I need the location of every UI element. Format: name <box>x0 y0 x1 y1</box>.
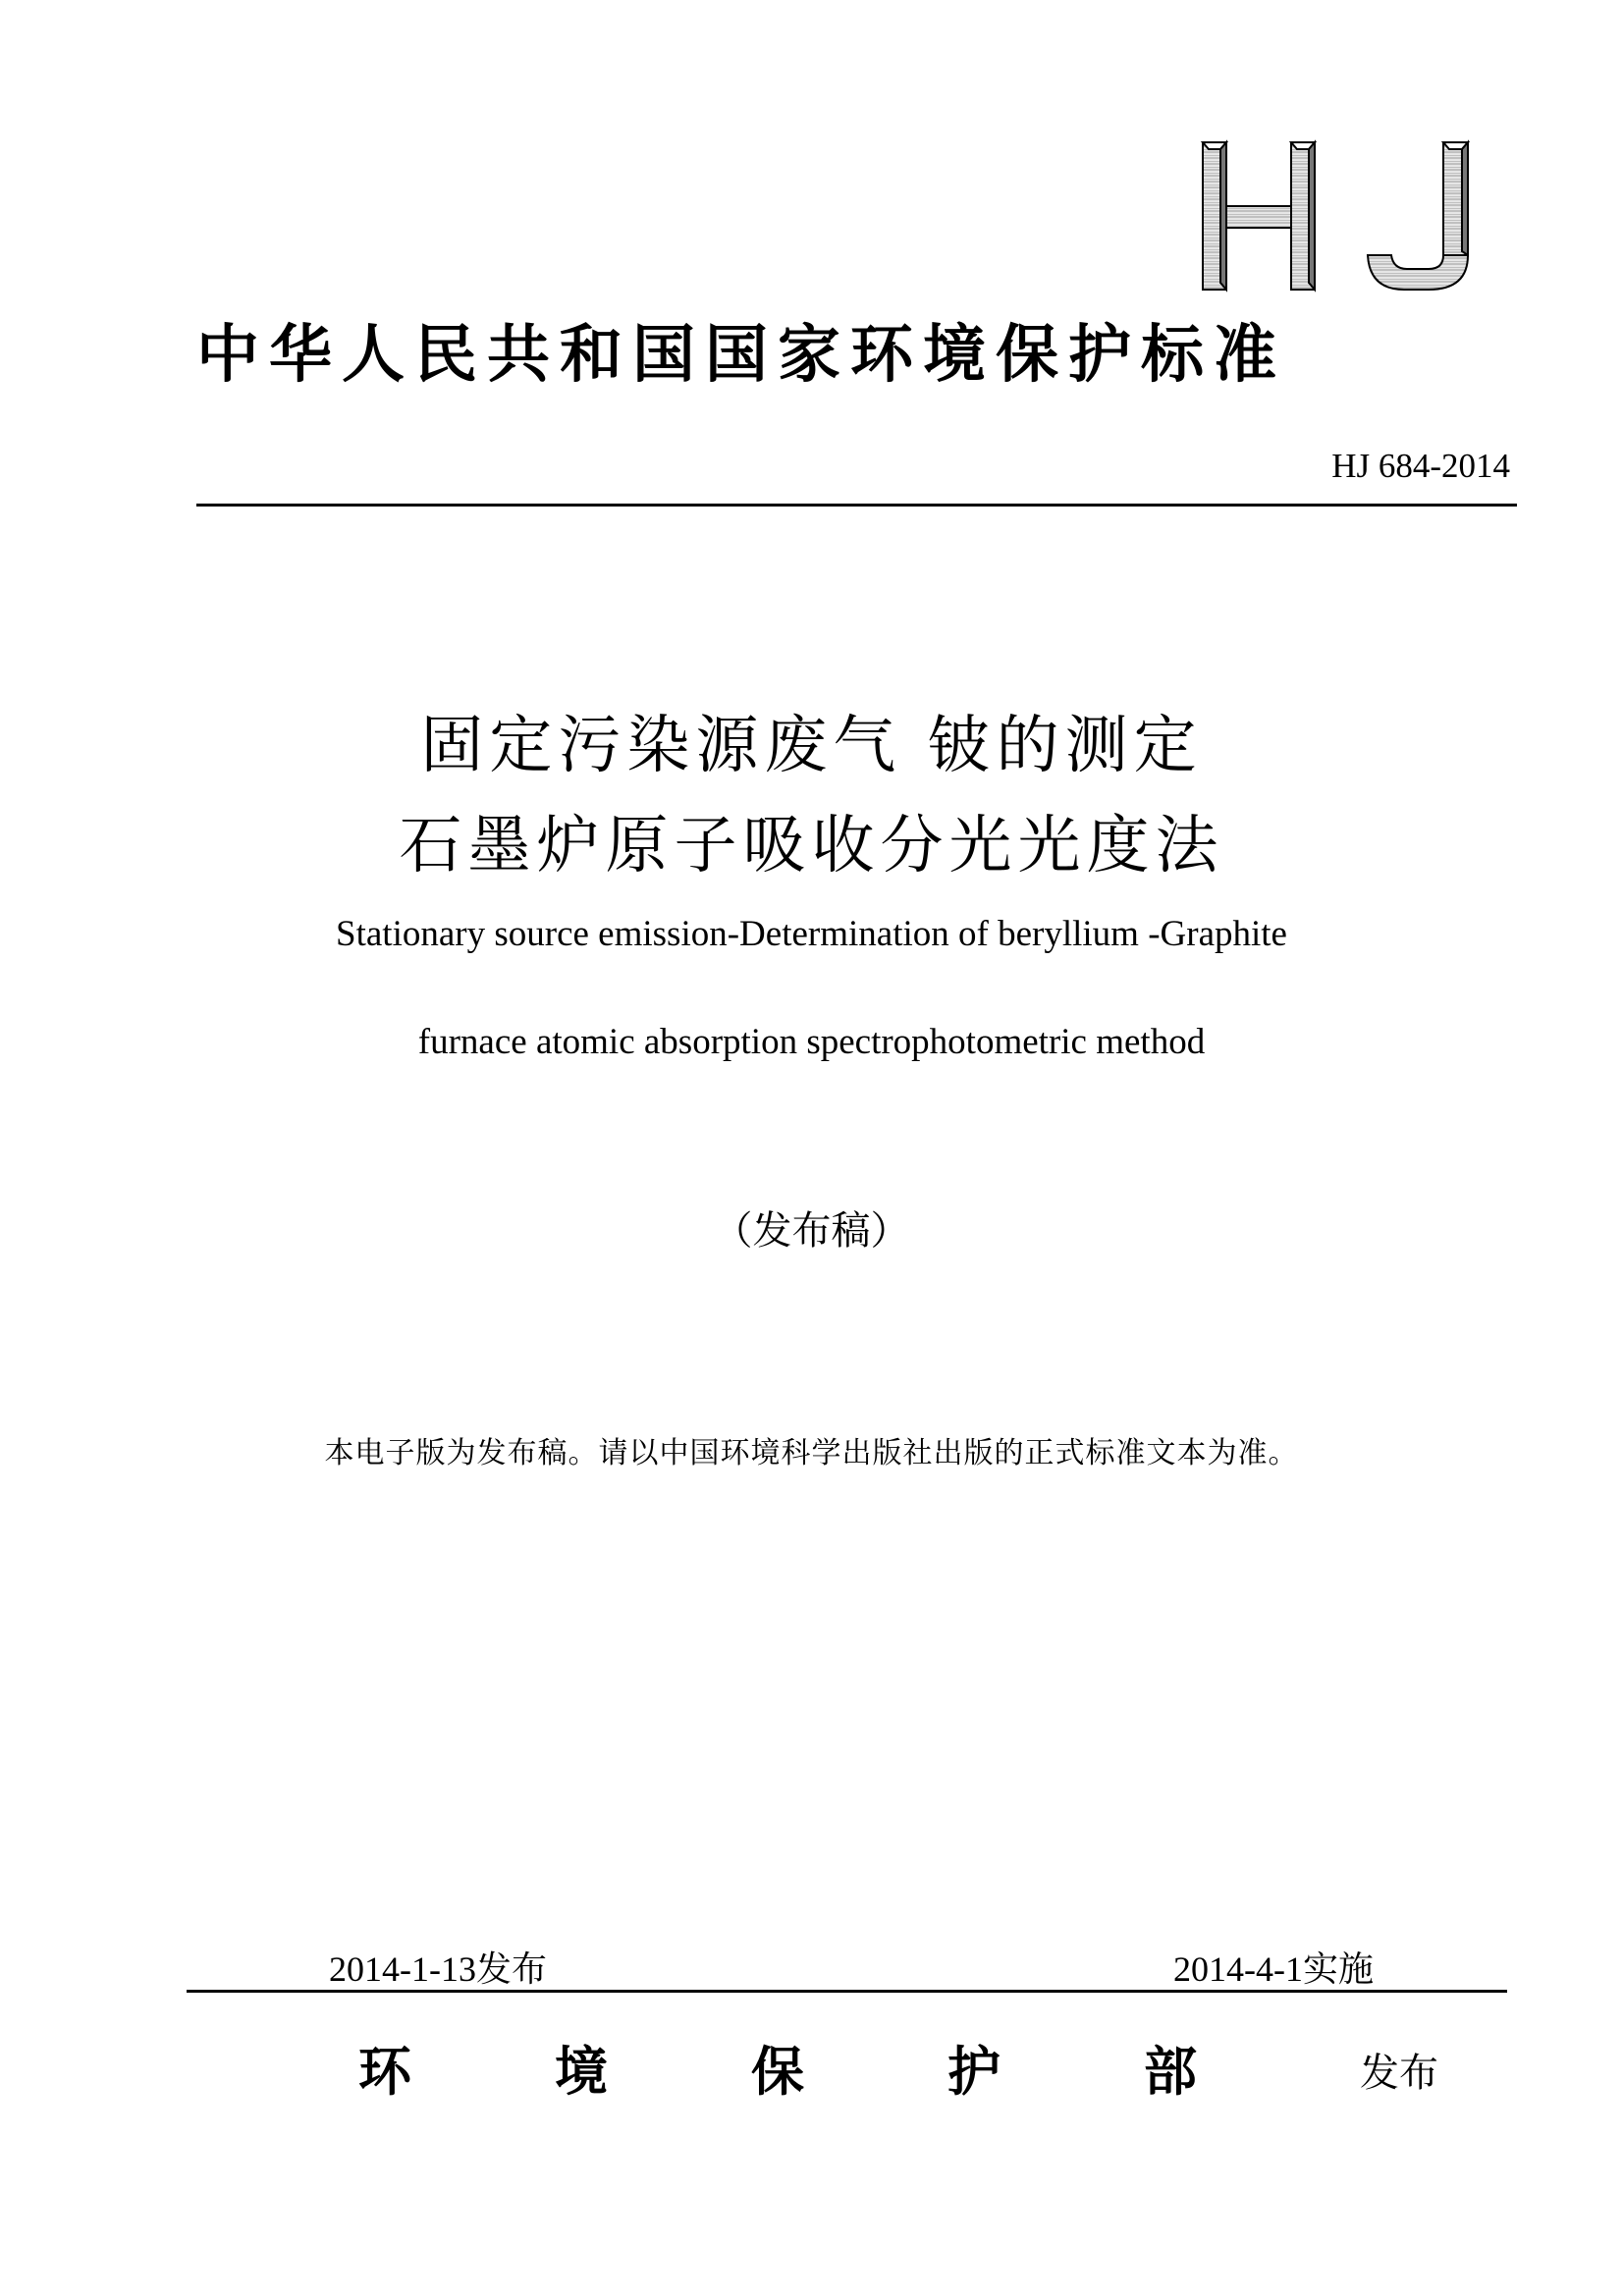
title-zh-line2: 石墨炉原子吸收分光光度法 <box>399 810 1224 882</box>
title-zh-line1: 固定污染源废气 铍的测定 <box>420 710 1203 782</box>
edition-notice: 本电子版为发布稿。请以中国环境科学出版社出版的正式标准文本为准。 <box>324 1436 1299 1470</box>
title-en-line1: Stationary source emission-Determination of beryllium -Graphite <box>336 914 1287 954</box>
footer-rule <box>187 1990 1507 1993</box>
issuer-char-4: 护 <box>947 2041 1001 2103</box>
hj-logo <box>1193 137 1488 294</box>
issue-date: 2014-1-13发布 <box>329 1949 547 1989</box>
publish-label: 发布 <box>1360 2051 1438 2096</box>
logo-letter-j <box>1368 142 1468 290</box>
implementation-date: 2014-4-1实施 <box>1173 1949 1374 1989</box>
issuer-char-5: 部 <box>1144 2041 1197 2103</box>
standard-series-name: 中华人民共和国国家环境保护标准 <box>196 319 1286 392</box>
issuer-char-2: 境 <box>555 2041 608 2103</box>
standard-number: HJ 684-2014 <box>1331 447 1510 485</box>
issuer-char-3: 保 <box>751 2041 804 2103</box>
logo-letter-h <box>1203 142 1315 290</box>
draft-label: （发布稿） <box>713 1208 910 1254</box>
title-en-line2: furnace atomic absorption spectrophotometric method <box>417 1022 1206 1062</box>
header-rule <box>196 504 1517 507</box>
issuer-char-1: 环 <box>358 2041 411 2103</box>
